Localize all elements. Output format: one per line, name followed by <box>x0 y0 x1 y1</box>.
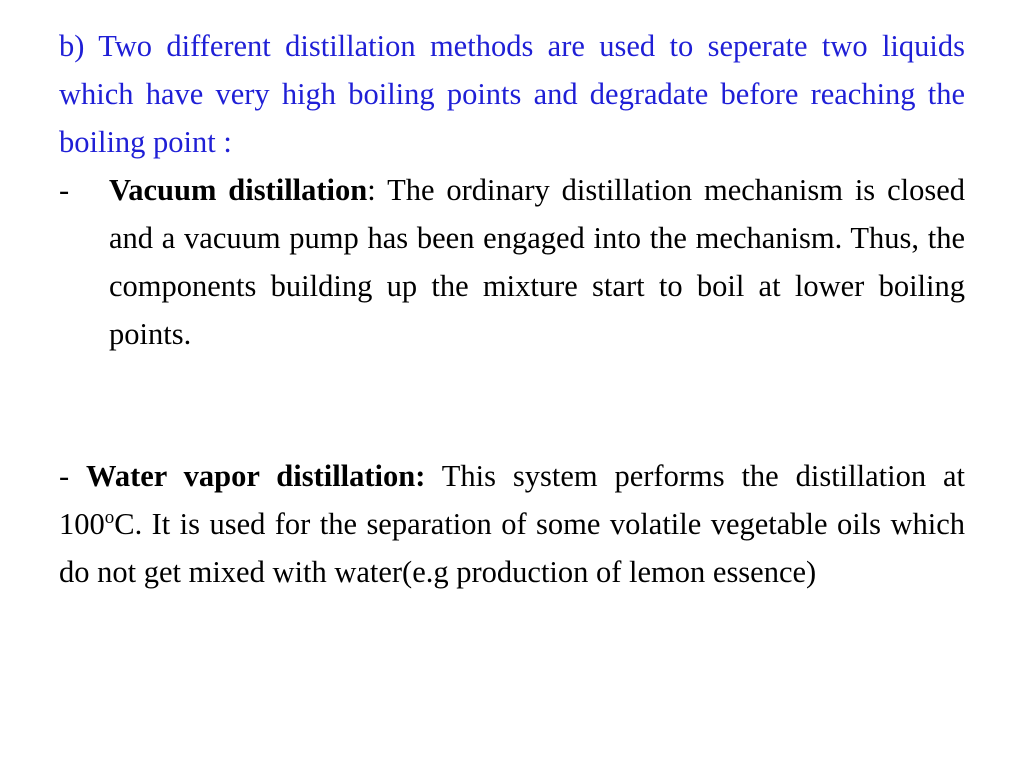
bullet-dash: - <box>59 459 87 493</box>
water-vapor-distillation-bullet <box>59 452 965 596</box>
water-vapor-description-part1: This system performs the distillation at 100 <box>59 459 965 541</box>
vacuum-distillation-description: The ordinary distillation mechanism is closed and a vacuum pump has been engaged into the mechanism. Thus, the components building up the mixture start to boil at lower boiling points. <box>109 173 965 351</box>
vacuum-distillation-content <box>109 166 965 358</box>
vacuum-term-colon: : <box>367 173 376 207</box>
water-vapor-description-part2: C. It is used for the separation of some volatile vegetable oils which do not get mixed with water(e.g production of lemon essence) <box>59 507 965 589</box>
vacuum-distillation-bullet <box>59 166 965 358</box>
vacuum-distillation-term: Vacuum distillation <box>109 173 368 207</box>
degree-superscript: o <box>104 507 115 528</box>
water-vapor-distillation-term: Water vapor distillation: <box>86 459 426 493</box>
bullet-dash: - <box>59 173 70 207</box>
intro-paragraph: b) Two different distillation methods are used to seperate two liquids which have very high boiling points and degradate before reaching the boiling point : <box>59 29 965 159</box>
